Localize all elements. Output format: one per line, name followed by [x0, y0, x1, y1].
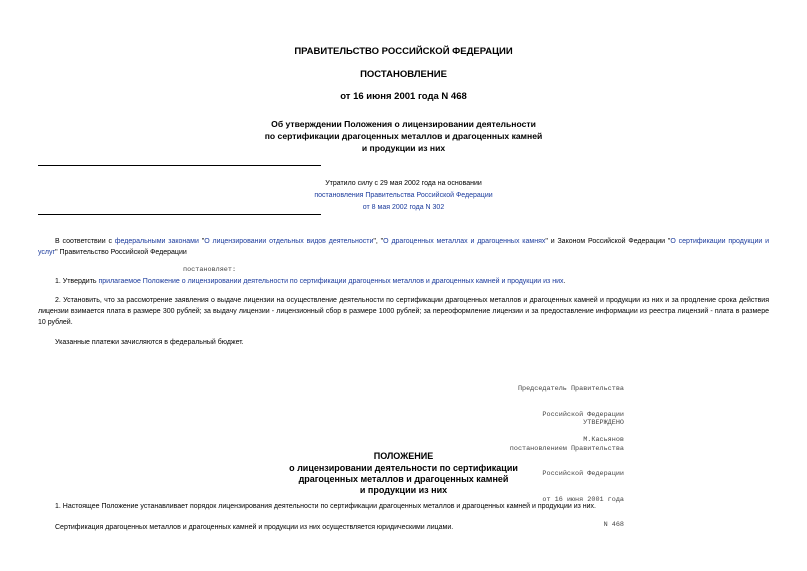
regulation-title	[0, 463, 807, 496]
clause-1-suffix: .	[563, 278, 566, 285]
approval-line: от 16 июня 2001 года	[542, 495, 624, 504]
regulation-link[interactable]: прилагаемое Положение о лицензировании деятельности по сертификации драгоценных металлов и драгоценных камней и продукции из них	[98, 278, 564, 285]
document-date-number: от 16 июня 2001 года N 468	[340, 91, 467, 102]
preamble	[38, 236, 769, 258]
signature-line: М.Касьянов	[583, 436, 624, 444]
regulation-paragraph-2: Сертификация драгоценных металлов и драгоценных камней и продукции из них осуществляется юридическими лицами.	[55, 524, 454, 531]
regulation-title-line: и продукции из них	[359, 485, 448, 495]
annulment-link-date[interactable]: от 8 мая 2002 года N 302	[362, 204, 445, 211]
document-type: ПОСТАНОВЛЕНИЕ	[360, 69, 447, 80]
preamble-text: " Правительство Российской Федерации	[55, 249, 187, 256]
clause-1	[38, 276, 769, 287]
annulment-note	[0, 178, 807, 214]
federal-laws-link[interactable]: федеральными законами	[114, 238, 199, 245]
licensing-law-link[interactable]: О лицензировании отдельных видов деятельности	[204, 238, 374, 245]
preamble-text: ", "	[373, 238, 384, 245]
signature-line: Российской Федерации	[542, 410, 624, 419]
clause-1-prefix: 1. Утвердить	[55, 278, 99, 285]
precious-metals-law-link[interactable]: О драгоценных металлах и драгоценных камнях	[383, 238, 546, 245]
regulation-title-line: драгоценных металлов и драгоценных камней	[298, 474, 509, 484]
clause-2: 2. Установить, что за рассмотрение заявления о выдаче лицензии на осуществление деятельности по сертификации драгоценных металлов и драгоценных камней и продукции из них и за продление срока действия лицензии взимается плата в размере 300 рублей; за выдачу лицензии - лицензионный сбор в размере 1000 рублей; за переоформление лицензии и за предоставление информации из реестра лицензий - плата в размере 10 рублей.	[38, 297, 769, 326]
regulation-heading: ПОЛОЖЕНИЕ	[373, 451, 434, 461]
divider-top	[38, 165, 321, 166]
approval-line: постановлением Правительства	[509, 444, 624, 453]
approval-line: УТВЕРЖДЕНО	[583, 419, 624, 427]
resolves-label: постановляет:	[183, 266, 237, 274]
approval-line: Российской Федерации	[542, 470, 624, 478]
annulment-text: Утратило силу с 29 мая 2002 года на основании	[325, 180, 482, 187]
clause-3: Указанные платежи зачисляются в федеральный бюджет.	[55, 339, 244, 346]
government-name: ПРАВИТЕЛЬСТВО РОССИЙСКОЙ ФЕДЕРАЦИИ	[294, 46, 513, 57]
signature-line: Председатель Правительства	[517, 385, 624, 393]
divider-bottom	[38, 214, 321, 215]
regulation-title-line: о лицензировании деятельности по сертификации	[289, 463, 518, 473]
annulment-link[interactable]: постановления Правительства Российской Федерации	[314, 192, 493, 199]
title-line: и продукции из них	[361, 143, 446, 153]
preamble-text: "	[198, 238, 205, 245]
certification-law-link[interactable]: О сертификации продукции и услуг	[38, 238, 770, 256]
title-line: по сертификации драгоценных металлов и драгоценных камней	[264, 131, 543, 141]
preamble-text: " и Законом Российской Федерации "	[545, 238, 671, 245]
regulation-paragraph-1: 1. Настоящее Положение устанавливает порядок лицензирования деятельности по сертификации драгоценных металлов и драгоценных камней и продукции из них.	[55, 503, 596, 510]
title-line: Об утверждении Положения о лицензировании деятельности	[271, 119, 536, 129]
preamble-text: В соответствии с	[55, 238, 115, 245]
document-title	[0, 118, 807, 154]
approval-line: N 468	[603, 521, 624, 529]
